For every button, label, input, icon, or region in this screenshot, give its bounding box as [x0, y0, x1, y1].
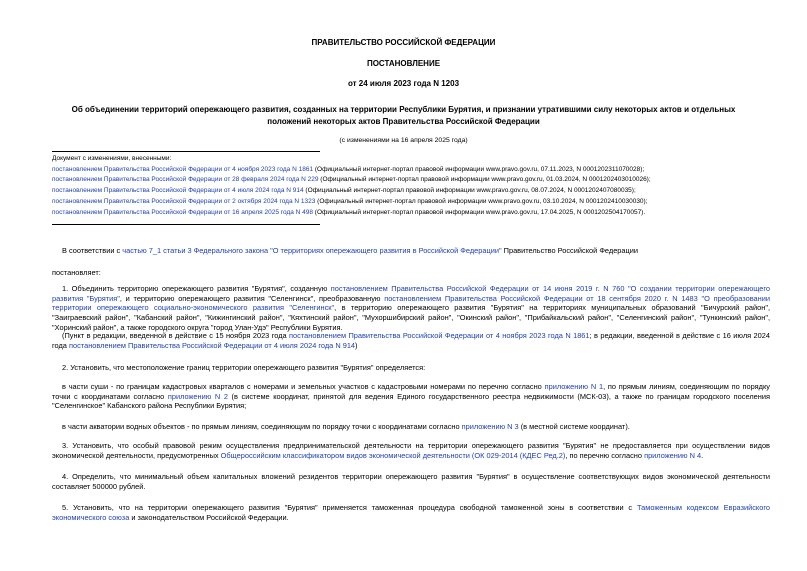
resolution-914-link[interactable]: постановлением Правительства Российской Федерации от 4 июля 2024 года N 914	[68, 340, 356, 350]
appendix-4-link[interactable]: приложению N 4	[644, 450, 702, 460]
preamble: В соответствии с частью 7_1 статьи 3 Федерального закона "О территориях опережающего развития в Российской Федерации" Правительство Российской Федерации	[62, 246, 639, 255]
paragraph-2: 2. Установить, что местоположение границ территории опережающего развития "Бурятия" определяется:	[62, 363, 426, 372]
change-link[interactable]: постановлением Правительства Российской Федерации от 4 ноября 2023 года N 1861	[52, 165, 314, 173]
appendix-3-link[interactable]: приложению N 3	[461, 422, 519, 431]
change-link[interactable]: постановлением Правительства Российской Федерации от 2 октября 2024 года N 1323	[52, 197, 316, 205]
change-item	[52, 208, 762, 219]
change-item	[52, 197, 762, 208]
change-item	[52, 165, 762, 176]
change-item	[52, 186, 762, 197]
customs-code-link[interactable]: Таможенным кодексом Евразийского экономического союза	[52, 503, 770, 522]
changes-intro: Документ с изменениями, внесенными:	[52, 155, 172, 162]
paragraph-2-water: в части акватории водных объектов - по прямым линиям, соединяющим по порядку точки с координатами согласно приложению N 3 (в местной системе координат).	[62, 422, 630, 431]
paragraph-2-land: в части суши - по границам кадастровых кварталов с номерами и земельных участков с кадастровыми номерами по перечню согласно приложению N 1, по прямым линиям, соединяющим по порядку точки с координатами согласно приложению N 2 (в системе координат, принятой для ведения Единого государственного реестра недвижимости (МСК-03), а также по границам городского поселения "Селенгинское" Кабанского района Республики Бурятия;	[52, 382, 770, 411]
change-link[interactable]: постановлением Правительства Российской Федерации от 4 июля 2024 года N 914	[52, 187, 304, 195]
paragraph-4: 4. Определить, что минимальный объем капитальных вложений резидентов территории опережающего развития "Бурятия" в осуществление соответствующих видов экономической деятельности составляет 500000 рублей.	[52, 472, 770, 491]
resolution-1861-link[interactable]: постановлением Правительства Российской Федерации от 4 ноября 2023 года N 1861	[289, 331, 590, 340]
changes-list	[52, 154, 762, 218]
okved-link[interactable]: Общероссийским классификатором видов экономической деятельности (ОК 029-2014 (КДЕС Ред.2)	[220, 450, 566, 460]
change-source: (Официальный интернет-портал правовой информации www.pravo.gov.ru, 17.04.2025, N 0001202504170057).	[313, 208, 646, 216]
document-date-number: от 24 июля 2023 года N 1203	[347, 79, 460, 88]
appendix-2-link[interactable]: приложению N 2	[167, 391, 228, 401]
change-source: (Официальный интернет-портал правовой информации www.pravo.gov.ru, 03.10.2024, N 0001202410030030);	[315, 197, 648, 205]
change-source: (Официальный интернет-портал правовой информации www.pravo.gov.ru, 08.07.2024, N 0001202407080035);	[303, 187, 636, 195]
decides-text: постановляет:	[52, 268, 101, 277]
change-source: (Официальный интернет-портал правовой информации www.pravo.gov.ru, 07.11.2023, N 0001202311070028);	[313, 165, 645, 173]
paragraph-3: 3. Установить, что особый правовой режим осуществления предпринимательской деятельности на территории опережающего развития "Бурятия" не предоставляется при осуществлении видов экономической деятельности, предусмотренных Общероссийским классификатором видов экономической деятельности (ОК 029-2014 (КДЕС Ред.2), по перечню согласно приложению N 4.	[52, 441, 770, 460]
document-title: Об объединении территорий опережающего развития, созданных на территории Республики Бурятия, и признании утратившими силу некоторых актов и отдельных положений некоторых актов Правительства Российской Федерации	[71, 105, 736, 126]
change-link[interactable]: постановлением Правительства Российской Федерации от 28 февраля 2024 года N 229	[52, 176, 319, 184]
federal-law-link[interactable]: частью 7_1 статьи 3 Федерального закона "О территориях опережающего развития в Российской Федерации"	[122, 246, 502, 255]
change-source: (Официальный интернет-портал правовой информации www.pravo.gov.ru, 01.03.2024, N 0001202403010026);	[318, 176, 651, 184]
resolution-1483-link[interactable]: постановлением Правительства Российской Федерации от 18 сентября 2020 г. N 1483 "О преобразовании территории опережающего социально-экономического развития "Селенгинск"	[52, 293, 770, 313]
resolution-760-link[interactable]: постановлением Правительства Российской Федерации от 14 июня 2019 г. N 760 "О создании территории опережающего развития "Бурятия"	[52, 284, 770, 303]
changes-top-rule	[52, 151, 320, 152]
changes-bottom-rule	[52, 224, 320, 225]
government-name: ПРАВИТЕЛЬСТВО РОССИЙСКОЙ ФЕДЕРАЦИИ	[311, 38, 496, 47]
paragraph-1-note: (Пункт в редакции, введенной в действие с 15 ноября 2023 года постановлением Правительства Российской Федерации от 4 ноября 2023 года N 1861; в редакции, введенной в действие с 16 июля 2024 года постановлением Правительства Российской Федерации от 4 июля 2024 года N 914)	[52, 331, 770, 350]
changes-note: (с изменениями на 16 апреля 2025 года)	[339, 137, 468, 144]
paragraph-5: 5. Установить, что на территории опережающего развития "Бурятия" применяется таможенная процедура свободной таможенной зоны в соответствии с Таможенным кодексом Евразийского экономического союза и законодательством Российской Федерации.	[52, 503, 770, 522]
change-link[interactable]: постановлением Правительства Российской Федерации от 16 апреля 2025 года N 498	[52, 208, 313, 216]
document-type: ПОСТАНОВЛЕНИЕ	[366, 59, 441, 68]
paragraph-1: 1. Объединить территорию опережающего развития "Бурятия", созданную постановлением Правительства Российской Федерации от 14 июня 2019 г. N 760 "О создании территории опережающего развития "Бурятия", и территорию опережающего развития "Селенгинск", преобразованную постановлением Правительства Российской Федерации от 18 сентября 2020 г. N 1483 "О преобразовании территории опережающего социально-экономического развития "Селенгинск", в территорию опережающего развития "Бурятия" на территориях муниципальных образований "Бичурский район", "Заиграевский район", "Кабанский район", "Кижингинский район", "Кяхтинский район", "Мухоршибирский район", "Окинский район", "Прибайкальский район", "Селенгинский район", "Тункинский район", "Хоринский район", а также городского округа "город Улан-Удэ" Республики Бурятия.	[52, 284, 771, 332]
change-item	[52, 175, 762, 186]
appendix-1-link[interactable]: приложению N 1	[544, 382, 604, 391]
